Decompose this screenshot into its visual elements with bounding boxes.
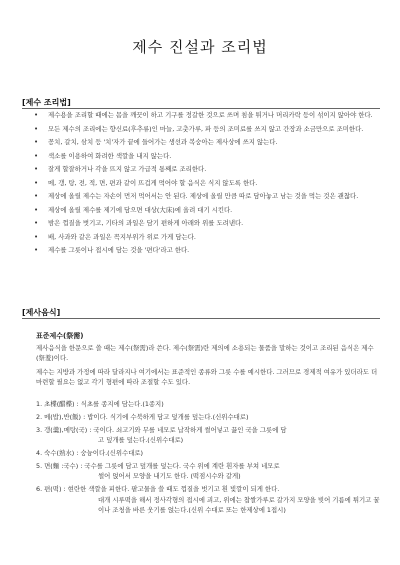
list-item: • 색소를 이용하여 화려한 색깔을 내지 않는다. (22, 152, 382, 161)
paragraph: 제사음식을 한문으로 쓸 때는 제수(祭需)라 쓴다. 제수(祭需)란 제의에 소용되는 물품을 말하는 것이고 조리된 음식은 제수(祭羞)이다. (36, 344, 374, 362)
item-line: 4. 숙수(熟水) : 숭늉이다.(신위수대로) (36, 449, 144, 458)
section-divider (22, 318, 380, 319)
item-line: 2. 메(밥),반(飯) : 밥이다. 식기에 수북하게 담고 덮개를 덮는다.(신위수대로) (36, 413, 249, 421)
list-item: • 잘게 할잘하거나 각을 뜨지 않고 가급적 통째로 조리한다. (22, 165, 382, 174)
list-item: • 제상에 올릴 제수를 제기에 담으면 대상(大床)에 올려 대기 시킨다. (22, 206, 382, 215)
list-item: • 꽁치, 갈치, 삼치 등 '치'자가 끝에 들어가는 생선과 복숭아는 제사상에 쓰지 않는다. (22, 138, 382, 147)
list-item: • 밤은 껍질을 벗기고, 기타의 과일은 담기 편하게 아래와 위를 도려낸다. (22, 219, 382, 228)
item-line: 5. 면(麵 :국수) : 국수를 그릇에 담고 덮개를 덮는다. 국수 위에 계란 흰자를 부쳐 네모로 (36, 462, 280, 471)
list-item (36, 484, 380, 515)
list-item: • 제상에 올릴 제수는 자손이 먼저 먹어서는 안 된다. 제상에 올릴 만큼 따로 담아놓고 남는 것을 먹는 것은 괜찮다. (22, 192, 382, 201)
list-item (36, 399, 380, 409)
section-heading-cooking: [제수 조리법] (22, 98, 71, 107)
page-title: 제수 진설과 조리법 (132, 38, 268, 56)
subheading-standard-offerings: 표준제수(祭需) (36, 332, 84, 340)
list-item: • 모든 제수의 조리에는 향신료(후추류)인 마늘, 고춧가루, 파 등의 조미료를 쓰지 않고 간장과 소금만으로 조미한다. (22, 125, 382, 134)
item-line: 6. 편(떡) : 현란한 색깔을 피한다. 팥고물을 쓸 때도 껍질을 벗기고 흰 빛깔이 되게 한다. (36, 485, 280, 494)
list-item: • 메, 갱, 탕, 전, 적, 면, 편과 같이 뜨겁게 먹어야 할 음식은 식지 않도록 한다. (22, 179, 382, 188)
item-continuation: 고 덮개를 덮는다.(신위수대로) (98, 436, 184, 445)
list-item (36, 412, 380, 422)
list-item (36, 448, 380, 458)
section-divider (22, 108, 380, 109)
list-item (36, 461, 380, 481)
item-line: 3. 갱(羹),메탕(국) : 국이다. 쇠고기와 무를 네모로 납작하게 썰어넣고 끓인 국을 그릇에 담 (36, 426, 287, 434)
section-heading-food: [제사음식] (22, 308, 61, 317)
list-item: • 제수를 그릇이나 접시에 담는 것을 '편다'라고 한다. (22, 246, 382, 255)
list-item: • 제수용을 조리할 때에는 몸을 깨끗이 하고 기구를 정갈한 것으로 쓰며 침을 튀거나 머리카락 등이 섞이지 않아야 한다. (22, 111, 382, 120)
offerings-list (36, 399, 380, 518)
item-line: 1. 초楪(醋楪) : 식초를 종지에 담는다.(1종지) (36, 400, 164, 408)
item-continuation: 썰어 얹어서 모양을 내기도 한다. (떡점시수와 같게) (98, 472, 241, 481)
list-item (36, 425, 380, 445)
cooking-rules-list (22, 111, 382, 260)
list-item: • 배, 사과와 같은 과일은 꼭지부위가 위로 가게 담는다. (22, 233, 382, 242)
item-continuation: 대개 시루떡을 해서 정사각형의 접시에 괴고, 위에는 찹쌀가루로 갈가지 모양을 빚어 기름에 튀기고 꿀이나 조청을 바른 웃기를 얹는다.(신위 수대로 또는 한제상에 1접시) (98, 495, 380, 514)
paragraph: 제수는 지방과 가정에 따라 달라지나 여기에서는 표준적인 종류와 그릇 수를 예시한다. 그러므로 경제적 여유가 있더라도 더 마련할 필요는 없고 각기 형편에 따라 조절할 수도 있다. (36, 368, 378, 386)
